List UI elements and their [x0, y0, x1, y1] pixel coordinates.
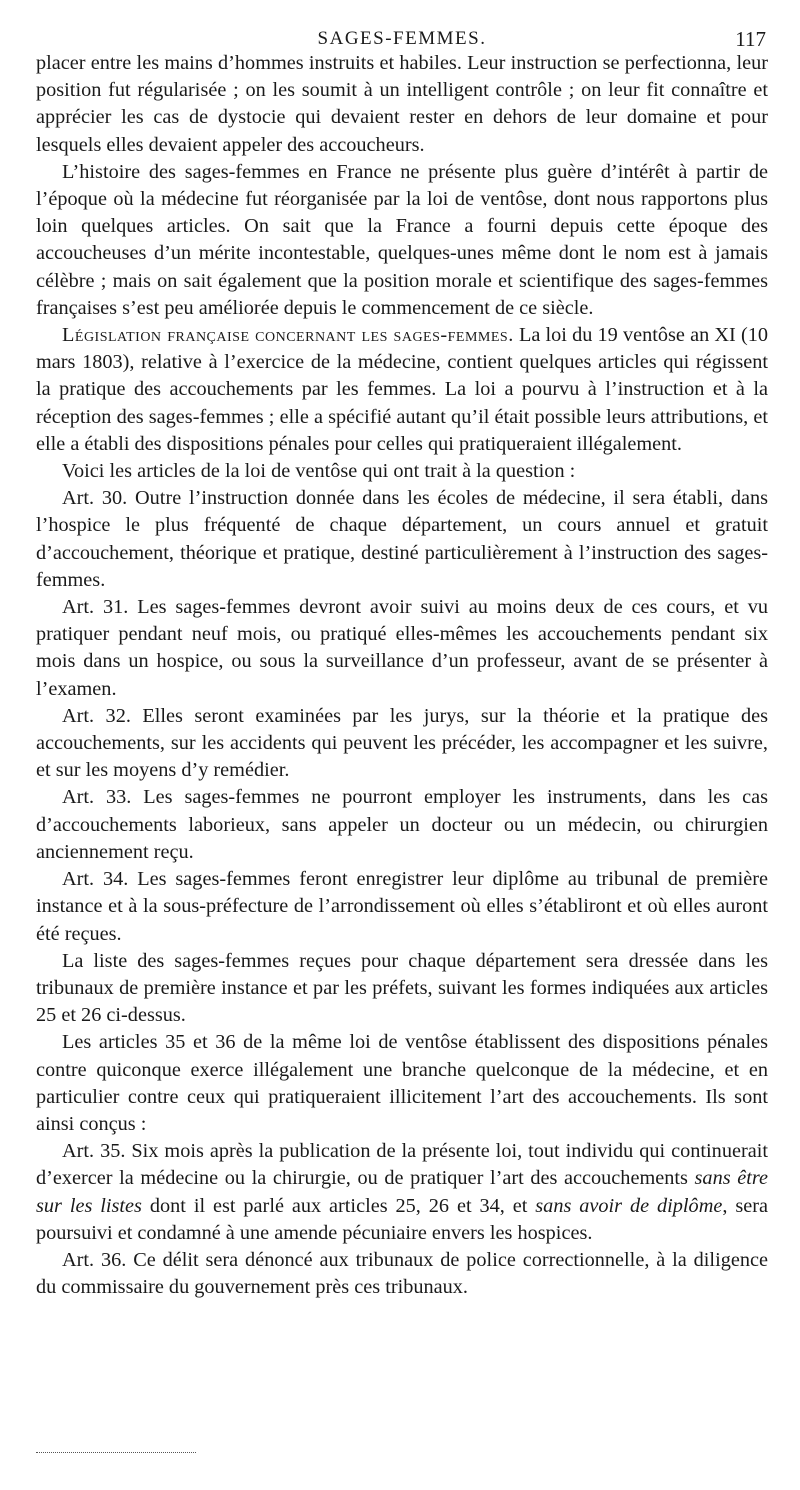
paragraph: La liste des sages-femmes reçues pour chaque département sera dressée dans les tribunaux de première instance et par les préfets, suivant les formes indiquées aux articles 25 et 26 ci-dessus. — [36, 949, 768, 1027]
running-head — [36, 0, 768, 50]
italic-phrase: sans être sur les listes — [36, 1167, 769, 1217]
article-paragraph: Art. 33. Les sages-femmes ne pourront employer les instruments, dans les cas d’accouchements laborieux, sans appeler un docteur ou un médecin, ou chirurgien anciennement reçu. — [36, 786, 768, 863]
paragraph-text: , sera poursuivi et condamné à une amende pécuniaire envers les hospices. — [36, 1194, 768, 1244]
page-number: 117 — [735, 27, 766, 51]
body-text — [36, 50, 768, 1301]
footer-rule — [36, 1452, 196, 1453]
italic-phrase: sans avoir de diplôme — [535, 1194, 723, 1217]
section-heading: Législation française concernant les sages-femmes. — [62, 324, 514, 347]
article-paragraph: Art. 36. Ce délit sera dénoncé aux tribunaux de police correctionnelle, à la diligence du commissaire du gouvernement près ces tribunaux. — [36, 1248, 768, 1299]
article-paragraph: Art. 30. Outre l’instruction donnée dans les écoles de médecine, il sera établi, dans l’hospice le plus fréquenté de chaque département, un cours annuel et gratuit d’accouchement, théorique et pratique, destiné particulièrement à l’instruction des sages-femmes. — [36, 487, 768, 591]
article-paragraph: Art. 32. Elles seront examinées par les jurys, sur la théorie et la pratique des accouchements, sur les accidents qui peuvent les précéder, les accompagner et les suivre, et sur les moyens d’y remédier. — [36, 704, 768, 782]
paragraph: Voici les articles de la loi de ventôse qui ont trait à la question : — [62, 460, 576, 483]
article-paragraph — [36, 1138, 768, 1247]
paragraph-text: La loi du 19 ventôse an XI (10 mars 1803), relative à l’exercice de la médecine, contient quelques articles qui régissent la pratique des accouchements par les femmes. La loi a pourvu à l’instruction et à la réception des sages-femmes ; elle a spécifié autant qu’il était possible leurs attributions, et elle a établi des dispositions pénales pour celles qui pratiqueraient illégalement. — [36, 324, 769, 455]
paragraph: Les articles 35 et 36 de la même loi de ventôse établissent des dispositions pénales contre quiconque exerce illégalement une branche quelconque de la médecine, et en particulier contre ceux qui pratiqueraient illicitement l’art des accouchements. Ils sont ainsi conçus : — [36, 1031, 768, 1135]
article-paragraph: Art. 34. Les sages-femmes feront enregistrer leur diplôme au tribunal de première instance et à la sous-préfecture de l’arrondissement où elles s’établiront et où elles auront été reçues. — [36, 868, 768, 945]
page — [36, 0, 768, 1301]
paragraph: placer entre les mains d’hommes instruits et habiles. Leur instruction se perfectionna, leur position fut régularisée ; on les soumit à un intelligent contrôle ; on leur fit connaître et apprécier les cas de dystocie qui devaient rester en dehors de leur domaine et pour lesquels elles devaient appeler des accoucheurs. — [36, 52, 768, 156]
article-paragraph: Art. 31. Les sages-femmes devront avoir suivi au moins deux de ces cours, et vu pratiquer pendant neuf mois, ou pratiqué elles-mêmes les accouchements pendant six mois dans un hospice, ou sous la surveillance d’un professeur, avant de se présenter à l’examen. — [36, 596, 768, 700]
paragraph — [36, 322, 768, 458]
paragraph-text: dont il est parlé aux articles 25, 26 et 34, et — [141, 1194, 536, 1217]
paragraph: L’histoire des sages-femmes en France ne présente plus guère d’intérêt à partir de l’époque où la médecine fut réorganisée par la loi de ventôse, dont nous rapportons plus loin quelques articles. On sait que la France a fourni depuis cette époque des accoucheuses d’un mérite incontestable, quelques-unes même dont le nom est à jamais célèbre ; mais on sait également que la position morale et scientifique des sages-femmes françaises s’est peu améliorée depuis le commencement de ce siècle. — [36, 160, 768, 319]
paragraph-text: Art. 35. Six mois après la publication de la présente loi, tout individu qui continuerait d’exercer la médecine ou la chirurgie, ou de pratiquer l’art des accouchements — [36, 1140, 768, 1190]
running-title: SAGES-FEMMES. — [317, 28, 487, 49]
